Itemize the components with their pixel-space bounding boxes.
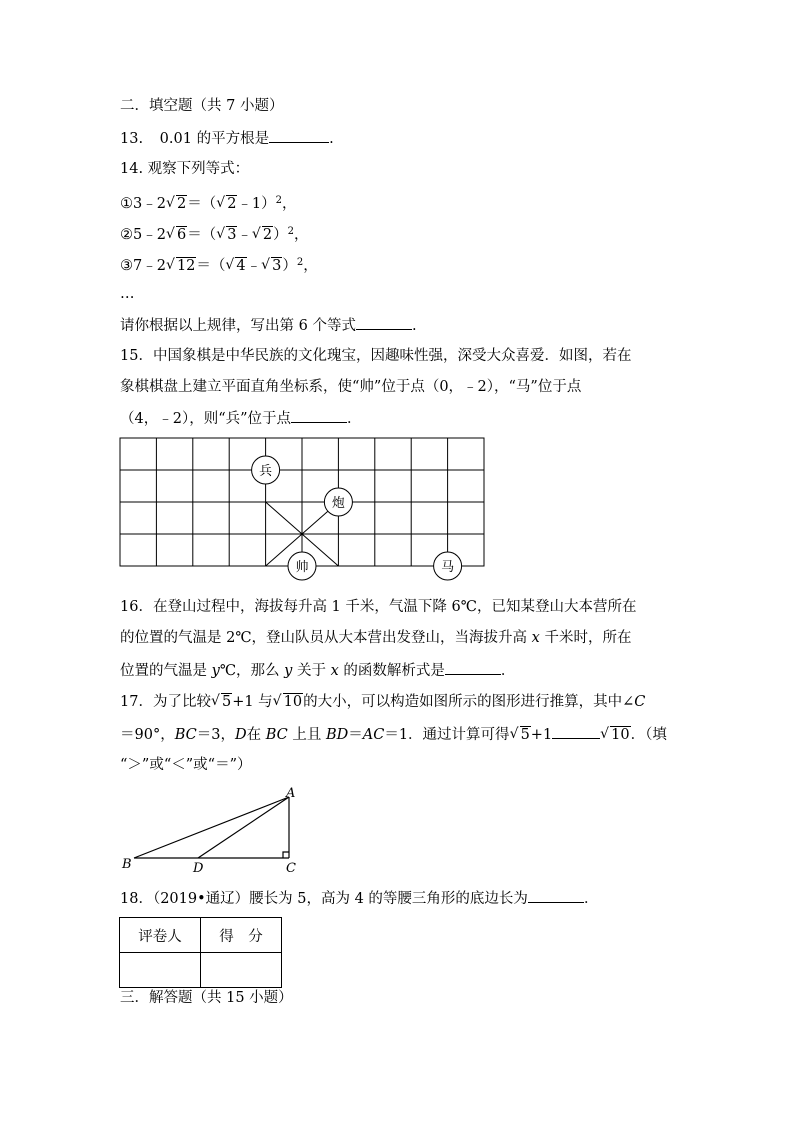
piece-ma: [434, 552, 462, 580]
q16-line-1: 16．在登山过程中，海拔每升高 1 千米，气温下降 6℃，已知某登山大本营所在: [120, 599, 637, 615]
sqrt-symbol: √ 12: [167, 256, 196, 276]
q17-p3: 的大小，可以构造如图所示的图形进行推算，其中∠: [303, 694, 635, 710]
q17-line-2e: ＝1．通过计算可得: [384, 727, 510, 743]
eq3-lhs: ③7﹣2: [120, 258, 166, 274]
eq3-mid: ＝（: [196, 258, 226, 274]
q17-line-2: [120, 724, 667, 745]
eq1-end: ，: [282, 196, 297, 212]
section-heading-answer: 三．解答题（共 15 小题）: [120, 990, 293, 1006]
eq2-exponent: 2: [287, 226, 295, 237]
q14-number: 14.: [120, 161, 144, 177]
q17-plus1: +1: [530, 727, 553, 743]
eq2-dash: ﹣: [237, 227, 252, 243]
section-heading-fill-blank: 二．填空题（共 7 小题）: [120, 98, 284, 114]
eq3-exponent: 2: [296, 257, 304, 268]
chessboard-grid: [120, 438, 484, 566]
q18-end: ．: [583, 891, 599, 907]
sqrt-symbol: √ 2: [253, 225, 273, 245]
triangle-lines: [134, 797, 289, 858]
q16-line-2: [120, 628, 631, 648]
q13-text: 0.01 的平方根是: [159, 131, 270, 147]
q17-line-2c: 在: [246, 727, 266, 743]
q17-line-1: [120, 692, 645, 712]
eq2-tail: ）: [273, 227, 288, 243]
sqrt-symbol: √ 6: [167, 225, 187, 245]
eq1-mid: ＝（: [187, 196, 217, 212]
q14-end: .: [411, 318, 417, 334]
eq1-exponent: 2: [275, 195, 283, 206]
piece-shuai: [288, 552, 316, 580]
q16-line-3d: 的函数解析式是: [338, 663, 445, 679]
sqrt-symbol: √ 2: [167, 194, 187, 214]
q16-answer-blank: [445, 660, 501, 675]
q15-line-1: 15．中国象棋是中华民族的文化瑰宝，因趣味性强，深受大众喜爱．如图，若在: [120, 348, 632, 364]
var-x: x: [531, 630, 540, 646]
score-table-score-header: 得 分: [201, 918, 282, 953]
eq3-dash: ﹣: [246, 258, 262, 274]
q16-line-3c: 关于: [292, 663, 331, 679]
q17-line-3: “＞”或“＜”或“＝”）: [120, 757, 252, 773]
var-BC: BC: [174, 727, 197, 743]
eq2-end: ，: [294, 227, 309, 243]
q15-line-2: 象棋棋盘上建立平面直角坐标系，使“帅”位于点（0，﹣2），“马”位于点: [120, 379, 582, 395]
var-y: y: [284, 663, 293, 679]
svg-text:马: 马: [441, 560, 455, 575]
q15-end: ．: [347, 411, 362, 427]
eq1-lhs: ①3﹣2: [120, 196, 166, 212]
piece-bing: [252, 456, 280, 484]
sqrt-symbol: √ 3: [262, 256, 282, 276]
eq3-end: ，: [303, 258, 318, 274]
q16-line-3: [120, 660, 515, 681]
piece-pao: [324, 488, 352, 516]
q16-end: ．: [500, 663, 516, 679]
q17-answer-blank: [552, 724, 600, 739]
var-AC: AC: [362, 727, 385, 743]
sqrt-symbol: √ 5: [212, 692, 232, 712]
score-table-grader-header: 评卷人: [120, 918, 201, 953]
label-D: D: [193, 861, 204, 876]
q13-end: .: [329, 131, 334, 147]
q14-ellipsis: …: [120, 286, 135, 302]
sqrt-symbol: √ 2: [217, 194, 237, 214]
score-table-score-cell: [201, 953, 282, 988]
var-C: C: [634, 694, 646, 710]
q18-text: 18．（2019•通辽）腰长为 5，高为 4 的等腰三角形的底边长为: [120, 891, 528, 907]
sqrt-symbol: √ 5: [511, 725, 531, 745]
var-x: x: [330, 663, 339, 679]
q17-line-2b: ＝3，: [196, 727, 235, 743]
q17-eq: ＝: [348, 727, 363, 743]
eq2-lhs: ②5﹣2: [120, 227, 166, 243]
score-table-grader-cell: [120, 953, 201, 988]
q15-line-3-text: （4，﹣2），则“兵”位于点: [120, 411, 292, 427]
sqrt-symbol: √ 10: [601, 725, 630, 745]
question-18: [120, 888, 598, 909]
svg-text:兵: 兵: [259, 464, 273, 479]
q17-p2: +1 与: [232, 694, 273, 710]
q17-line-2f: ．（填: [630, 727, 667, 743]
q17-line-2a: ＝90°，: [120, 727, 175, 743]
q13-number: 13.: [120, 131, 144, 147]
q17-line-2d: 上且: [287, 727, 326, 743]
label-B: B: [122, 857, 132, 872]
score-table: [119, 917, 282, 988]
q18-answer-blank: [528, 888, 584, 903]
sqrt-symbol: √ 10: [274, 692, 303, 712]
var-BC: BC: [265, 727, 288, 743]
q17-p1: 17．为了比较: [120, 694, 211, 710]
sqrt-symbol: √ 3: [217, 225, 237, 245]
label-C: C: [286, 861, 296, 876]
triangle-figure: [0, 780, 794, 880]
q16-line-2b: 千米时，所在: [539, 630, 632, 646]
q16-line-3b: ℃，那么: [219, 663, 285, 679]
q16-line-2a: 的位置的气温是 2℃，登山队员从大本营出发登山，当海拔升高: [120, 630, 532, 646]
var-D: D: [234, 727, 247, 743]
var-y: y: [211, 663, 220, 679]
eq3-tail: ）: [282, 258, 297, 274]
svg-text:炮: 炮: [331, 496, 345, 511]
q14-intro-text: 观察下列等式：: [147, 161, 250, 177]
q16-line-3a: 位置的气温是: [120, 663, 212, 679]
sqrt-symbol: √ 4: [226, 256, 246, 276]
eq2-mid: ＝（: [187, 227, 217, 243]
eq1-tail: ﹣1）: [237, 196, 276, 212]
svg-text:帅: 帅: [295, 560, 309, 575]
var-BD: BD: [325, 727, 349, 743]
label-A: A: [286, 786, 296, 801]
q14-ask-text: 请你根据以上规律，写出第 6 个等式: [120, 318, 356, 334]
